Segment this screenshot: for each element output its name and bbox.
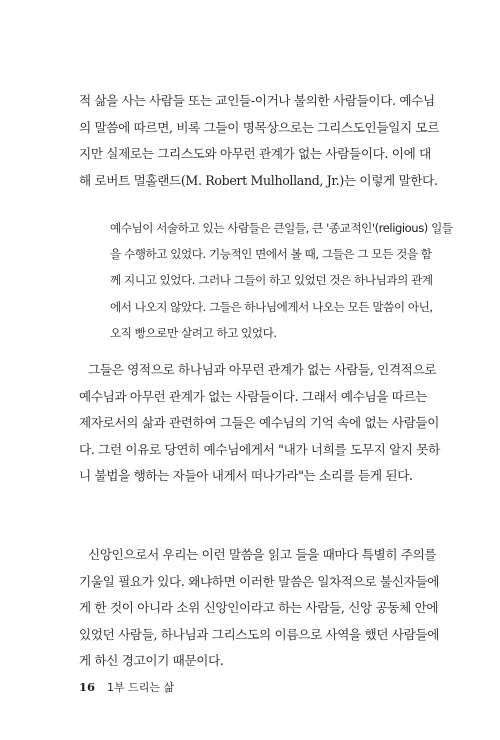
text-line: 기울일 필요가 있다. 왜냐하면 이러한 말씀은 일차적으로 불신자들에 bbox=[79, 573, 440, 589]
text-line: 니 불법을 행하는 자들아 내게서 떠나가라"는 소리를 듣게 된다. bbox=[79, 468, 413, 483]
text-line: 의 말씀에 따르면, 비록 그들이 명목상으로는 그리스도인들일지 모르 bbox=[79, 119, 440, 135]
quote-line: 오직 빵으로만 살려고 하고 있었다. bbox=[110, 325, 277, 340]
text-line: 그들은 영적으로 하나님과 아무런 관계가 없는 사람들, 인격적으로 bbox=[88, 362, 437, 377]
page-footer bbox=[79, 679, 174, 695]
block-quote bbox=[110, 215, 453, 346]
body-paragraph-3 bbox=[79, 542, 440, 675]
quote-line: 에서 나오지 않았다. 그들은 하나님에게서 나오는 모든 말씀이 아닌, bbox=[110, 299, 433, 314]
text-line: 지만 실제로는 그리스도와 아무런 관계가 없는 사람들이다. 이에 대 bbox=[79, 146, 431, 161]
text-line: 다. 그런 이유로 당연히 예수님에게서 "내가 너희를 도무지 알지 못하 bbox=[79, 441, 440, 457]
text-line: 신앙인으로서 우리는 이런 말씀을 읽고 들을 때마다 특별히 주의를 bbox=[88, 547, 437, 562]
running-title: 1부 드리는 삶 bbox=[107, 681, 175, 694]
text-line: 해 로버트 멀홀랜드(M. Robert Mulholland, Jr.)는 이렇게 말한다. bbox=[79, 172, 438, 188]
text-line: 게 한 것이 아니라 소위 신앙인이라고 하는 사람들, 신앙 공동체 안에 bbox=[79, 600, 439, 615]
text-line: 제자로서의 삶과 관련하여 그들은 예수님의 기억 속에 없는 사람들이 bbox=[79, 415, 440, 430]
text-line: 적 삶을 사는 사람들 또는 교인들-이거나 불의한 사람들이다. 예수님 bbox=[79, 93, 435, 108]
body-paragraph-1 bbox=[79, 88, 440, 194]
quote-line: 께 지니고 있었다. 그러나 그들이 하고 있었던 것은 하나님과의 관계 bbox=[110, 273, 433, 288]
quote-line: 을 수행하고 있었다. 기능적인 면에서 볼 때, 그들은 그 모든 것을 함 bbox=[110, 247, 432, 262]
text-line: 게 하신 경고이기 때문이다. bbox=[79, 653, 224, 668]
body-paragraph-2 bbox=[79, 357, 440, 490]
text-line: 예수님과 아무런 관계가 없는 사람들이다. 그래서 예수님을 따르는 bbox=[79, 388, 428, 404]
text-line: 있었던 사람들, 하나님과 그리스도의 이름으로 사역을 했던 사람들에 bbox=[79, 626, 440, 642]
quote-line: 예수님이 서술하고 있는 사람들은 큰일들, 큰 '종교적인'(religious) 일들 bbox=[110, 221, 453, 235]
page-number: 16 bbox=[79, 680, 96, 694]
